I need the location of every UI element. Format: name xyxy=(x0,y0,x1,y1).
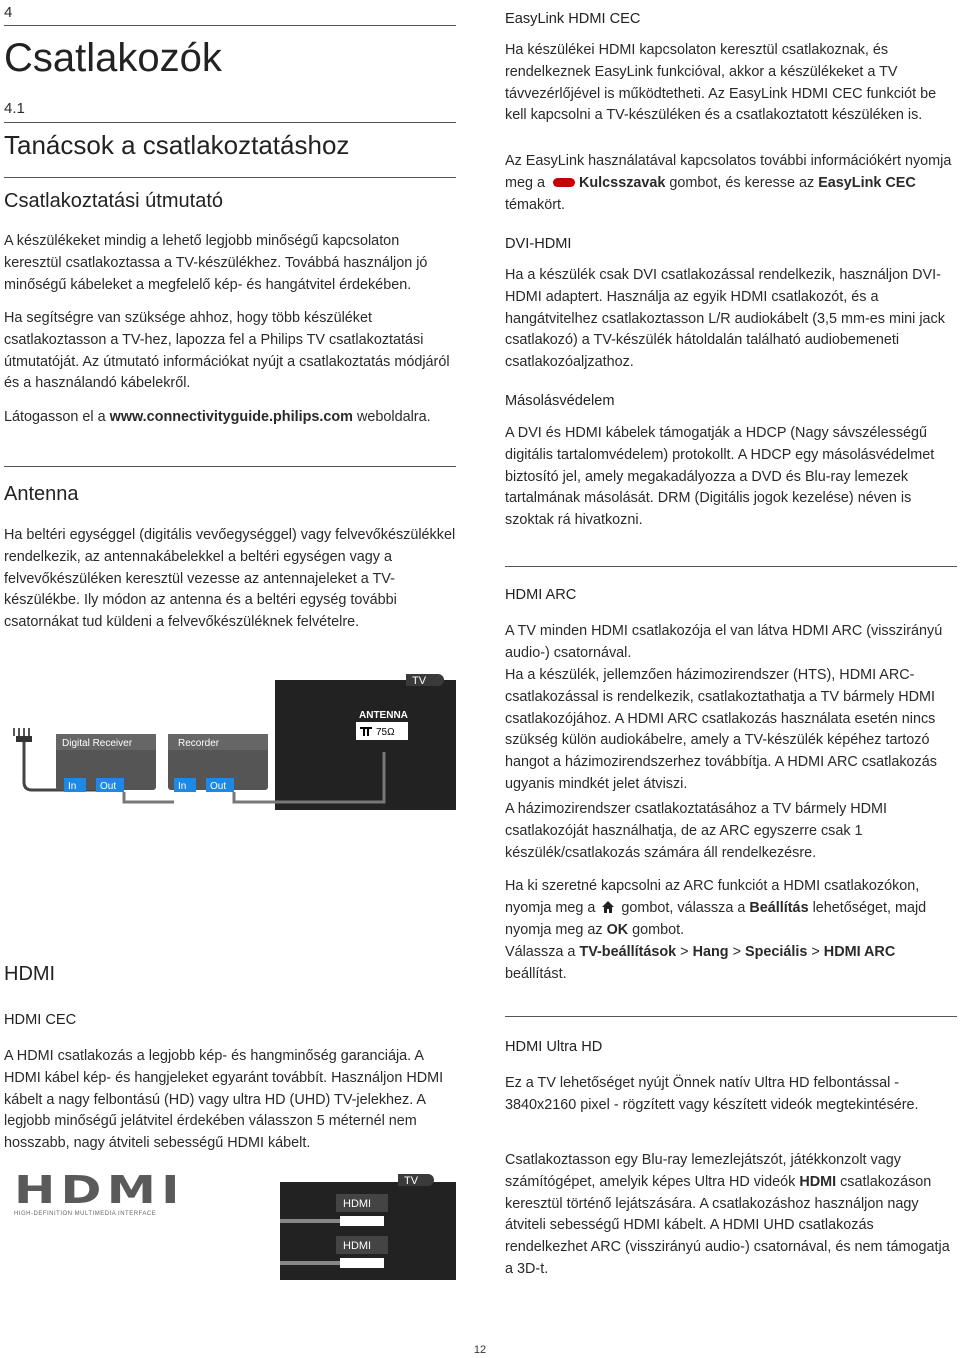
keywords-key: Kulcsszavak xyxy=(579,174,666,191)
arc-paragraph-5 xyxy=(505,942,957,986)
ok-key: OK xyxy=(606,921,629,938)
antenna-port-sub: 75Ω xyxy=(376,727,395,738)
chapter-title: Csatlakozók xyxy=(4,36,222,80)
menu-path-special: Speciális xyxy=(744,944,808,960)
menu-path-sep-1: > xyxy=(676,944,693,960)
menu-path-sep-3: > xyxy=(807,944,824,960)
uhd-paragraph-1: Ez a TV lehetőséget nyújt Önnek natív Ultra HD felbontással - 3840x2160 pixel - rögzített vagy készített videók megtekintésére. xyxy=(505,1075,919,1113)
settings-label: Beállítás xyxy=(749,899,809,916)
hdmi-port-1: HDMI xyxy=(343,1198,372,1210)
chapter-number: 4 xyxy=(4,4,13,21)
uhd-heading: HDMI Ultra HD xyxy=(505,1039,603,1055)
guide-paragraph-1: A készülékeket mindig a lehető legjobb minőségű kapcsolaton keresztül csatlakoztassa a TV-készülékhez. Továbbá használjon jó minőségű kábeleket a megfelelő kép- és hangátvitel érdekében. xyxy=(4,233,428,293)
connectivity-guide-link[interactable]: www.connectivityguide.philips.com xyxy=(109,409,353,425)
antenna-rule xyxy=(4,466,456,467)
hdmi-heading: HDMI xyxy=(4,963,56,985)
recorder-out-label: Out xyxy=(210,781,227,792)
arc-p4-d: gombot. xyxy=(628,921,685,938)
tv-tag xyxy=(406,674,444,687)
dvi-paragraph: Ha a készülék csak DVI csatlakozással rendelkezik, használjon DVI-HDMI adaptert. Használja az egyik HDMI csatlakozót, és a hangátvitelhez csatlakoztasson L/R audiokábelt (3,5 mm-es mini jack csatlakozó) a TV-készülék hátoldalán található audiobemeneti csatlakozóaljzathoz. xyxy=(505,267,945,371)
receiver-out-label: Out xyxy=(100,781,117,792)
hdmi-cec-heading: HDMI CEC xyxy=(4,1012,77,1028)
uhd-rule xyxy=(505,1016,957,1017)
menu-path-sep-2: > xyxy=(728,944,745,960)
hdmi-tv-tag: TV xyxy=(404,1175,419,1187)
easylink-paragraph-2 xyxy=(505,151,957,216)
arc-paragraph-2: Ha a készülék, jellemzően házimozirendszer (HTS), HDMI ARC-csatlakozással is rendelkezik, csatlakoztathatja a TV bármely HDMI csatlakozójához. A HDMI ARC csatlakozás használata esetén nincs szükség külön audiokábelre, amely a TV-készülék képéhez tartozó hangot a házimozirendszerhez továbbítja. A HDMI ARC csatlakozás ugyanis mindkét jelet átviszi. xyxy=(505,667,937,792)
uhd-hdmi-term: HDMI xyxy=(799,1173,837,1190)
guide-paragraph-3 xyxy=(4,407,456,429)
home-icon xyxy=(601,900,615,914)
antenna-connection-diagram xyxy=(4,670,456,810)
antenna-heading: Antenna xyxy=(4,483,79,505)
copy-protection-heading: Másolásvédelem xyxy=(505,393,615,409)
hdmi-logo-tagline: HIGH-DEFINITION MULTIMEDIA INTERFACE xyxy=(14,1211,157,1217)
digital-receiver-label: Digital Receiver xyxy=(62,738,133,749)
hdmi-logo xyxy=(14,1168,194,1217)
guide-rule xyxy=(4,177,456,178)
uhd-paragraph-2 xyxy=(505,1150,957,1281)
antenna-port-label: ANTENNA xyxy=(359,710,408,721)
hdmi-logo-text: HDMI xyxy=(14,1168,185,1212)
guide-p3-prefix: Látogasson el a xyxy=(4,409,110,425)
hdmi-connection-diagram xyxy=(280,1170,456,1280)
guide-p3-suffix: weboldalra. xyxy=(352,409,431,425)
easylink-paragraph-1: Ha készülékei HDMI kapcsolaton keresztül csatlakoznak, és rendelkeznek EasyLink funkcióval, akkor a készülékeket a TV távvezérlőjével is működtetheti. Az EasyLink HDMI CEC funkciót be kell kapcsolni a TV-készüléken és a csatlakoztatott készüléken is. xyxy=(505,42,937,124)
menu-path-tv-settings: TV-beállítások xyxy=(579,944,677,960)
arc-paragraph-3: A házimozirendszer csatlakoztatásához a TV bármely HDMI csatlakozóját használhatja, de az ARC egyszerre csak 1 készülék/csatlakozás számára áll rendelkezésre. xyxy=(505,801,888,861)
easylink-topic: EasyLink CEC xyxy=(818,174,916,191)
easylink-p2-c: témakört. xyxy=(505,196,565,213)
guide-paragraph-2: Ha segítségre van szüksége ahhoz, hogy több készüléket csatlakoztasson a TV-hez, lapozza fel a Philips TV csatlakoztatási útmutatóját. Az útmutató információkat nyújt a csatlakoztatás módjáról és a használandó kábelekről. xyxy=(4,310,450,392)
chapter-rule xyxy=(4,25,456,26)
menu-path-hdmi-arc: HDMI ARC xyxy=(823,944,896,960)
copy-protection-paragraph: A DVI és HDMI kábelek támogatják a HDCP (Nagy sávszélességű digitális tartalomvédelem) protokollt. A HDCP egy másolásvédelmet biztosító jel, amely megakadályozza a DVD és Blu-ray lemezek tartalmának másolását. DRM (Digitális jogok kezelése) néven is szoktak rá hivatkozni. xyxy=(505,425,935,529)
tv-back-panel xyxy=(275,680,456,810)
easylink-p2-a: Az EasyLink használatával kapcsolatos további információkért nyomja meg a xyxy=(505,153,952,191)
arc-paragraph-4 xyxy=(505,876,957,941)
section-title: Tanácsok a csatlakoztatáshoz xyxy=(4,130,350,160)
menu-path-sound: Hang xyxy=(692,944,729,960)
antenna-paragraph: Ha beltéri egységgel (digitális vevőegységgel) vagy felvevőkészülékkel rendelkezik, az antennakábelekkel a beltéri egységen vagy a felvevőkészüléken keresztül vezesse az antennajeleket a TV-készülékbe. Ily módon az antenna és a beltéri egység további csatornákat tud küldeni a felvevőkészüléknek felvételre. xyxy=(4,527,456,631)
hdmi-paragraph: A HDMI csatlakozás a legjobb kép- és hangminőség garanciája. A HDMI kábel kép- és hangjeleket egyaránt továbbít. Használjon HDMI kábelt a nagy felbontású (HD) vagy ultra HD (UHD) TV-jelekhez. A legjobb minőségű jelátvitel érdekében válasszon 5 méternél nem hosszabb, nagy átviteli sebességű HDMI kábelt. xyxy=(4,1048,444,1152)
uhd-p2-a: Csatlakoztasson egy Blu-ray lemezlejátszót, játékkonzolt vagy számítógépet, amelyik képes Ultra HD videók xyxy=(505,1152,901,1190)
hdmi-port-2: HDMI xyxy=(343,1240,372,1252)
easylink-heading: EasyLink HDMI CEC xyxy=(505,11,641,27)
section-rule xyxy=(4,122,456,123)
red-key-icon xyxy=(553,178,575,187)
dvi-heading: DVI-HDMI xyxy=(505,236,572,252)
arc-rule xyxy=(505,566,957,567)
arc-heading: HDMI ARC xyxy=(505,587,577,603)
tv-tag-text: TV xyxy=(412,675,427,687)
page-number: 12 xyxy=(473,1344,487,1356)
recorder-in-label: In xyxy=(178,781,187,792)
arc-p5-a: Válassza a xyxy=(505,944,580,960)
arc-p5-end: beállítást. xyxy=(505,965,567,982)
receiver-in-label: In xyxy=(68,781,77,792)
uhd-p2-b: csatlakozáson keresztül történő lejátszására. A csatlakozáshoz használjon nagy átviteli sebességű HDMI kábelt. A HDMI UHD csatlakozás rendelkezhet ARC (visszirányú audio-) csatornával, és nem támogatja a 3D-t. xyxy=(505,1173,950,1277)
arc-p4-c: lehetőséget, majd nyomja meg az xyxy=(505,899,927,938)
arc-p4-b: gombot, válassza a xyxy=(617,899,750,916)
recorder-label: Recorder xyxy=(178,738,220,749)
easylink-p2-b: gombot, és keresse az xyxy=(665,174,819,191)
guide-heading: Csatlakoztatási útmutató xyxy=(4,190,223,212)
arc-p4-a: Ha ki szeretné kapcsolni az ARC funkciót a HDMI csatlakozókon, nyomja meg a xyxy=(505,878,920,916)
arc-paragraph-1: A TV minden HDMI csatlakozója el van látva HDMI ARC (visszirányú audio-) csatornával. xyxy=(505,623,943,661)
section-number: 4.1 xyxy=(4,100,25,117)
